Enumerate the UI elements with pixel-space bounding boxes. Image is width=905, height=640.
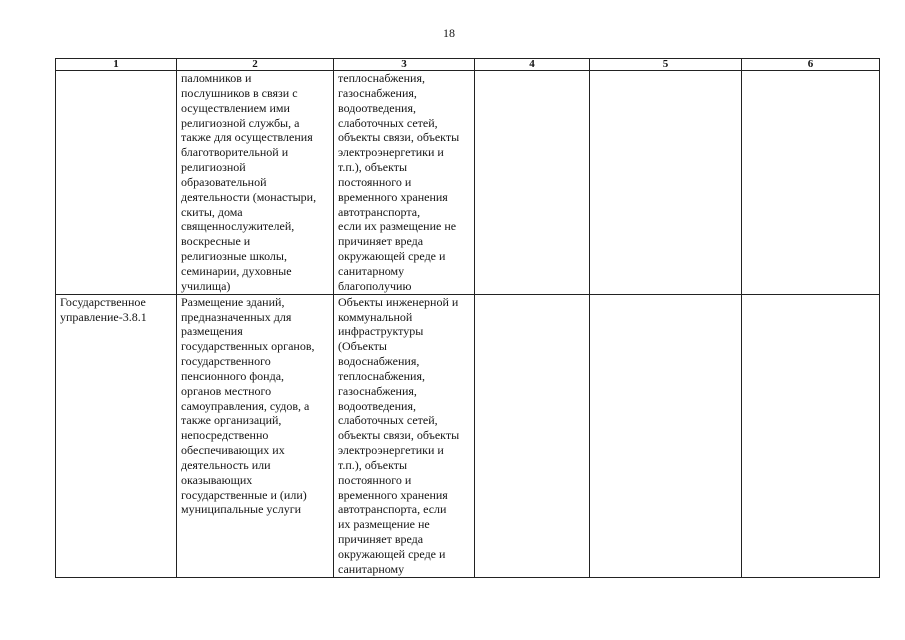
cell-line: училища): [181, 278, 231, 293]
cell-line: государственные и (или): [181, 487, 307, 502]
column-number-3: 3: [334, 59, 475, 71]
cell-line: послушников в связи с: [181, 85, 298, 100]
cell-line: временного хранения: [338, 487, 448, 502]
cell-line: водоотведения,: [338, 398, 416, 413]
cell-line: газоснабжения,: [338, 85, 417, 100]
cell-line: благотворительной и: [181, 145, 289, 160]
cell-line: образовательной: [181, 174, 267, 189]
table-row: [56, 294, 880, 577]
cell-line: муниципальные услуги: [181, 502, 302, 517]
column-number-1: 1: [56, 59, 177, 71]
cell-line: непосредственно: [181, 428, 269, 443]
cell-line: временного хранения: [338, 189, 448, 204]
cell-line: органов местного: [181, 383, 272, 398]
table-cell: [56, 71, 177, 295]
cell-line: предназначенных для: [181, 309, 292, 324]
cell-line: деятельности (монастыри,: [181, 189, 317, 204]
table-cell: [590, 71, 742, 295]
table-cell: [56, 294, 177, 577]
cell-line: теплоснабжения,: [338, 368, 425, 383]
cell-text: [181, 295, 333, 518]
cell-line: окружающей среде и: [338, 249, 446, 264]
cell-line: санитарному: [338, 263, 405, 278]
table-cell: [590, 294, 742, 577]
cell-line: коммунальной: [338, 309, 413, 324]
cell-line: (Объекты: [338, 339, 387, 354]
column-number-4: 4: [475, 59, 590, 71]
cell-line: также организаций,: [181, 413, 282, 428]
cell-line: религиозной: [181, 160, 246, 175]
cell-line: электроэнергетики и: [338, 443, 444, 458]
cell-line: Государственное: [60, 294, 146, 309]
cell-line: газоснабжения,: [338, 383, 417, 398]
cell-text: [338, 71, 474, 294]
cell-line: причиняет вреда: [338, 234, 424, 249]
table-cell: [334, 294, 475, 577]
table-cell: [475, 294, 590, 577]
cell-line: слаботочных сетей,: [338, 413, 438, 428]
cell-line: санитарному: [338, 561, 405, 576]
cell-line: пенсионного фонда,: [181, 368, 285, 383]
cell-line: т.п.), объекты: [338, 457, 408, 472]
cell-line: также для осуществления: [181, 130, 313, 145]
page-number: 18: [443, 26, 455, 40]
cell-line: т.п.), объекты: [338, 160, 408, 175]
cell-line: теплоснабжения,: [338, 71, 425, 85]
table-row: [56, 71, 880, 295]
table-cell: [742, 294, 880, 577]
table-cell: [177, 71, 334, 295]
cell-line: оказывающих: [181, 472, 253, 487]
cell-line: объекты связи, объекты: [338, 428, 460, 443]
cell-line: скиты, дома: [181, 204, 243, 219]
cell-line: Размещение зданий,: [181, 294, 285, 309]
cell-line: если их размещение не: [338, 219, 457, 234]
cell-line: автотранспорта, если: [338, 502, 447, 517]
cell-line: религиозные школы,: [181, 249, 287, 264]
table-cell: [742, 71, 880, 295]
cell-line: электроэнергетики и: [338, 145, 444, 160]
cell-line: автотранспорта,: [338, 204, 421, 219]
cell-line: водоотведения,: [338, 100, 416, 115]
column-number-2: 2: [177, 59, 334, 71]
land-use-table: [55, 58, 880, 578]
cell-line: слаботочных сетей,: [338, 115, 438, 130]
cell-line: паломников и: [181, 71, 252, 85]
cell-line: объекты связи, объекты: [338, 130, 460, 145]
cell-line: размещения: [181, 324, 243, 339]
cell-text: [338, 295, 474, 577]
cell-line: воскресные и: [181, 234, 251, 249]
table-cell: [334, 71, 475, 295]
cell-text: [181, 71, 333, 294]
cell-line: причиняет вреда: [338, 532, 424, 547]
cell-line: государственных органов,: [181, 339, 315, 354]
cell-line: водоснабжения,: [338, 354, 420, 369]
table-cell: [475, 71, 590, 295]
cell-line: постоянного и: [338, 472, 412, 487]
cell-line: постоянного и: [338, 174, 412, 189]
cell-text: [60, 295, 176, 325]
cell-line: окружающей среде и: [338, 547, 446, 561]
cell-line: семинарии, духовные: [181, 263, 292, 278]
cell-line: религиозной службы, а: [181, 115, 300, 130]
cell-line: самоуправления, судов, а: [181, 398, 310, 413]
column-number-5: 5: [590, 59, 742, 71]
table-header-row: [56, 59, 880, 71]
cell-line: обеспечивающих их: [181, 443, 285, 458]
cell-line: управление-3.8.1: [60, 309, 147, 324]
cell-line: благополучию: [338, 278, 412, 293]
cell-line: Объекты инженерной и: [338, 294, 459, 309]
cell-line: осуществлением ими: [181, 100, 290, 115]
cell-line: инфраструктуры: [338, 324, 424, 339]
table-cell: [177, 294, 334, 577]
cell-line: деятельность или: [181, 457, 271, 472]
column-number-6: 6: [742, 59, 880, 71]
cell-line: государственного: [181, 354, 271, 369]
cell-line: их размещение не: [338, 517, 430, 532]
cell-line: священнослужителей,: [181, 219, 295, 234]
